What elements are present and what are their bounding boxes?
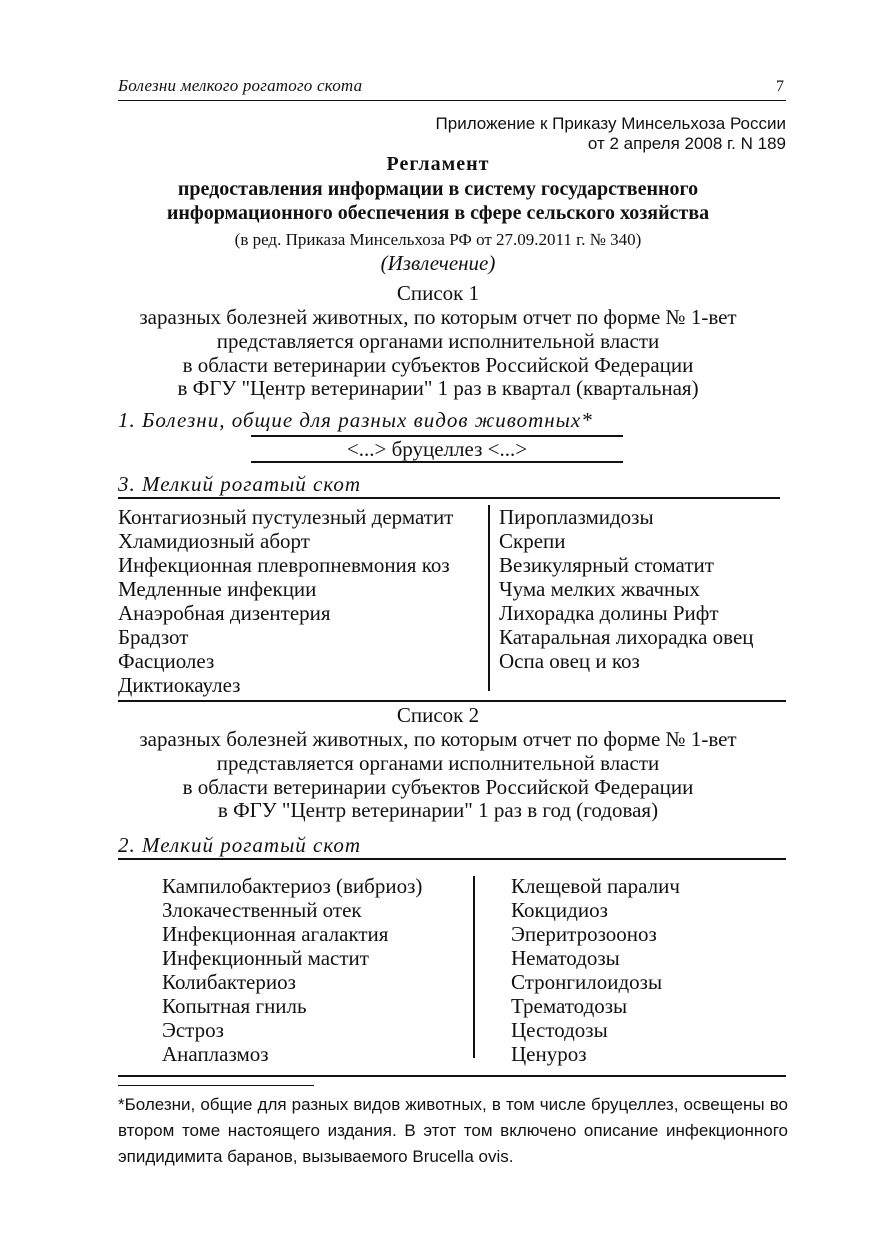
section1-heading: 1. Болезни, общие для разных видов животных* xyxy=(118,408,593,432)
list-item: Диктиокаулез xyxy=(118,673,241,697)
list-item: Лихорадка долины Рифт xyxy=(499,601,719,625)
list-item: Хламидиозный аборт xyxy=(118,529,310,553)
list2-title: Список 2 xyxy=(396,703,480,727)
running-header xyxy=(118,76,786,101)
list-item: Пироплазмидозы xyxy=(499,505,654,529)
appendix-reference xyxy=(436,114,786,154)
list2-desc-line-2: представляется органами исполнительной власти xyxy=(216,751,660,775)
running-title: Болезни мелкого рогатого скота xyxy=(118,76,363,95)
document-title: Регламент xyxy=(386,153,490,175)
section3-top-rule xyxy=(118,497,780,499)
list-item: Клещевой паралич xyxy=(511,874,680,898)
section2-right-column xyxy=(511,874,680,1066)
list-item: Оспа овец и коз xyxy=(499,649,640,673)
section3-heading: 3. Мелкий рогатый скот xyxy=(118,472,362,496)
list1-desc-line-3: в области ветеринарии субъектов Российской Федерации xyxy=(182,353,694,377)
list-item: Ценуроз xyxy=(511,1042,587,1066)
list-item: Стронгилоидозы xyxy=(511,970,663,994)
list-item: Скрепи xyxy=(499,529,566,553)
list-item: Везикулярный стоматит xyxy=(499,553,714,577)
list-item: Анаэробная дизентерия xyxy=(118,601,331,625)
list-item: Анаплазмоз xyxy=(162,1042,269,1066)
list1-desc-line-2: представляется органами исполнительной власти xyxy=(216,329,660,353)
section1-item: <...> бруцеллез <...> xyxy=(346,437,528,461)
list2-desc-line-1: заразных болезней животных, по которым отчет по форме № 1-вет xyxy=(139,727,737,751)
section2-left-column xyxy=(162,874,422,1066)
list-item: Цестодозы xyxy=(511,1018,608,1042)
list-item: Брадзот xyxy=(118,625,189,649)
list-item: Кокцидиоз xyxy=(511,898,608,922)
list2-desc-line-4: в ФГУ "Центр ветеринарии" 1 раз в год (годовая) xyxy=(217,798,659,822)
section3-bottom-rule xyxy=(118,700,786,702)
section3-column-divider xyxy=(488,505,490,691)
list-item: Нематодозы xyxy=(511,946,620,970)
section3-left-column xyxy=(118,505,453,697)
document-subtitle-line-1: предоставления информации в систему государственного xyxy=(177,178,699,200)
section2-top-rule xyxy=(118,858,786,860)
list1-title: Список 1 xyxy=(396,281,480,305)
appendix-line-2: от 2 апреля 2008 г. N 189 xyxy=(587,134,786,153)
list1-desc-line-1: заразных болезней животных, по которым отчет по форме № 1-вет xyxy=(139,305,737,329)
section1-bottom-rule xyxy=(251,461,623,463)
list-item: Чума мелких жвачных xyxy=(499,577,700,601)
section2-heading: 2. Мелкий рогатый скот xyxy=(118,833,362,857)
extract-label: (Извлечение) xyxy=(380,251,496,275)
list-item: Злокачественный отек xyxy=(162,898,362,922)
footnote-separator xyxy=(118,1085,314,1086)
section3-right-column xyxy=(499,505,754,673)
amendment-note: (в ред. Приказа Минсельхоза РФ от 27.09.2011 г. № 340) xyxy=(234,230,642,249)
list-item: Кампилобактериоз (вибриоз) xyxy=(162,874,423,898)
section2-bottom-rule xyxy=(118,1075,786,1077)
list-item: Эстроз xyxy=(162,1018,224,1042)
list-item: Инфекционный мастит xyxy=(162,946,369,970)
list-item: Контагиозный пустулезный дерматит xyxy=(118,505,454,529)
list-item: Катаральная лихорадка овец xyxy=(499,625,754,649)
list-item: Фасциолез xyxy=(118,649,215,673)
footnote: *Болезни, общие для разных видов животных, в том числе бруцеллез, освещены во втором томе настоящего издания. В этот том включено описание инфекционного эпидидимита баранов, вызываемого Brucella ovis. xyxy=(118,1095,788,1166)
list-item: Трематодозы xyxy=(511,994,628,1018)
list2-desc-line-3: в области ветеринарии субъектов Российской Федерации xyxy=(182,775,694,799)
page-number: 7 xyxy=(776,78,784,95)
list-item: Колибактериоз xyxy=(162,970,296,994)
document-subtitle-line-2: информационного обеспечения в сфере сельского хозяйства xyxy=(166,202,710,224)
list1-desc-line-4: в ФГУ "Центр ветеринарии" 1 раз в квартал (квартальная) xyxy=(177,376,699,400)
list-item: Медленные инфекции xyxy=(118,577,317,601)
list-item: Копытная гниль xyxy=(162,994,307,1018)
list-item: Эперитрозооноз xyxy=(511,922,657,946)
section2-column-divider xyxy=(473,876,475,1058)
appendix-line-1: Приложение к Приказу Минсельхоза России xyxy=(435,114,786,133)
list-item: Инфекционная агалактия xyxy=(162,922,389,946)
list-item: Инфекционная плевропневмония коз xyxy=(118,553,450,577)
